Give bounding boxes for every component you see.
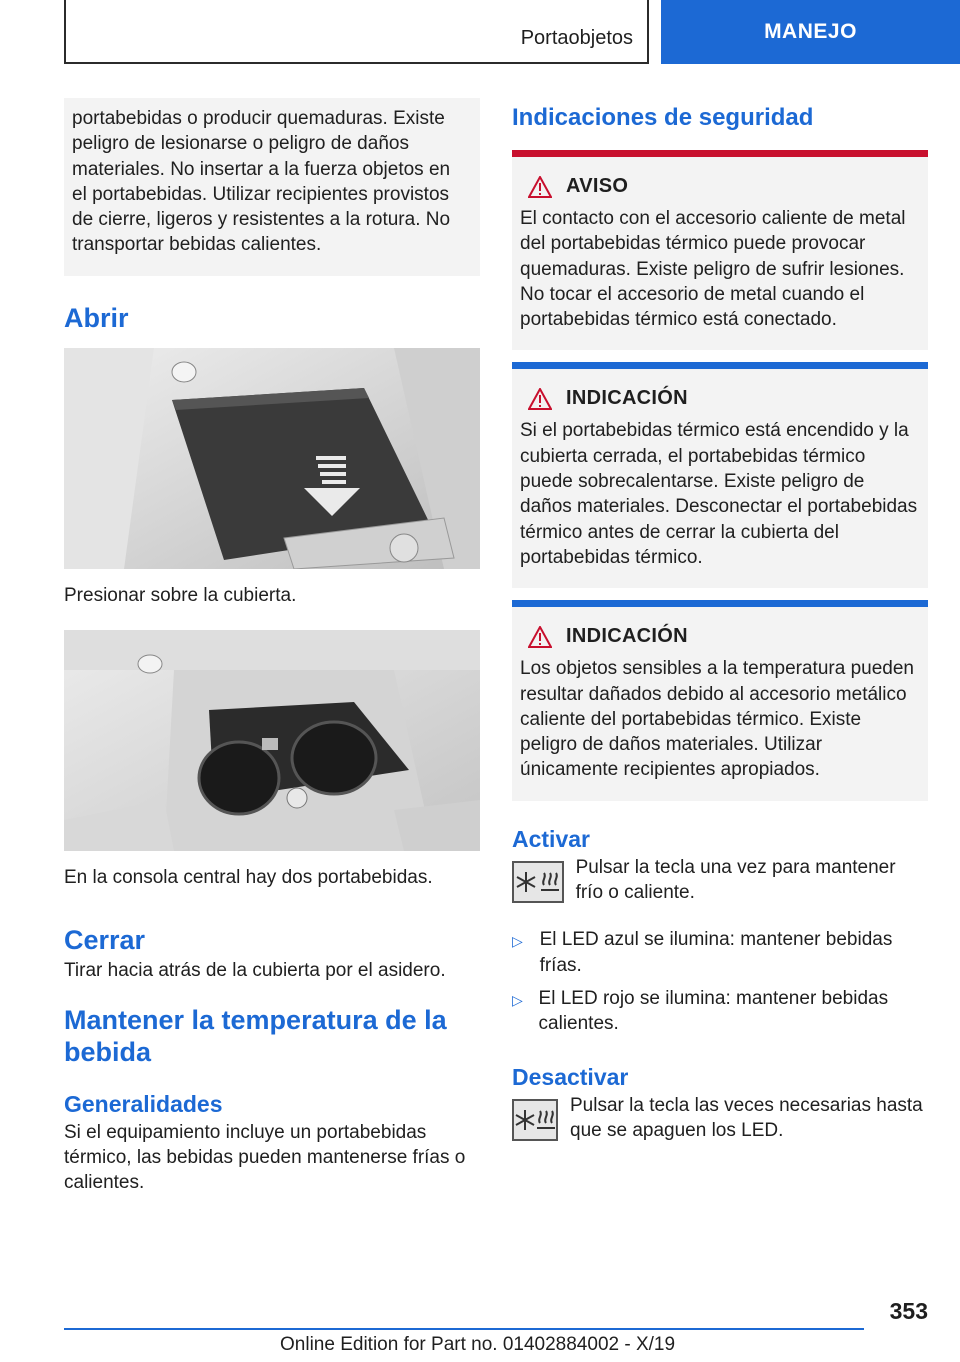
activar-text: Pulsar la tecla una vez para mantener frío o caliente. [575, 856, 896, 904]
warning-text: El contacto con el accesorio caliente de metal del portabebidas térmico puede provocar quemaduras. Existe peligro de sufrir lesiones. No tocar el accesorio de metal cuando el portabebidas térmico está conectado. [520, 208, 906, 331]
desactivar-heading: Desactivar [512, 1063, 629, 1090]
cupholders-illustration [64, 630, 480, 851]
notice-box-2 [512, 600, 928, 800]
continued-warning-text: portabebidas o producir quemaduras. Existe peligro de lesionarse o peligro de daños materiales. No insertar a la fuerza objetos en el portabebidas. Utilizar recipientes provistos de cierre, ligeros y resistentes a la rotura. No transportar bebidas calientes. [72, 108, 451, 256]
warning-triangle-icon [528, 176, 552, 198]
snowflake-icon [514, 1109, 536, 1131]
list-item [512, 927, 928, 978]
mantener-heading: Mantener la temperatura de la bebida [64, 1004, 447, 1067]
warning-title: AVISO [566, 175, 629, 197]
footer-edition: Online Edition for Part no. 01402884002 - X/19 [280, 1334, 676, 1355]
photo-cover-press [64, 348, 480, 569]
notice-text: Los objetos sensibles a la temperatura pueden resultar dañados debido al accesorio metálico caliente del portabebidas térmico. Existe peligro de daños materiales. Utilizar únicamente recipientes apropiados. [520, 658, 914, 781]
footer-divider [64, 1328, 864, 1330]
section-title: Portaobjetos [520, 27, 633, 49]
snowflake-icon [515, 871, 537, 893]
header-section-box [64, 0, 649, 64]
chapter-tab[interactable]: MANEJO [661, 0, 960, 64]
cerrar-text: Tirar hacia atrás de la cubierta por el asidero. [64, 960, 446, 982]
cerrar-heading: Cerrar [64, 925, 146, 956]
left-column [64, 98, 480, 1196]
generalidades-heading: Generalidades [64, 1090, 223, 1117]
list-item-text: El LED rojo se ilumina: mantener bebidas calientes. [538, 987, 889, 1035]
caption-cupholders: En la consola central hay dos portabebidas. [64, 867, 433, 889]
list-item [512, 986, 928, 1037]
safety-heading: Indicaciones de seguridad [512, 104, 814, 131]
thermo-cupholder-key-icon [512, 1099, 558, 1141]
notice-title: INDICACIÓN [566, 625, 688, 648]
generalidades-text: Si el equipamiento incluye un portabebidas térmico, las bebidas pueden mantenerse frías o calientes. [64, 1121, 466, 1194]
caption-press-cover: Presionar sobre la cubierta. [64, 584, 297, 606]
list-item-text: El LED azul se ilumina: mantener bebidas frías. [539, 929, 893, 976]
activar-row [512, 855, 928, 906]
heat-waves-icon [536, 1109, 556, 1131]
thermo-cupholder-key-icon [512, 861, 564, 903]
warning-box-aviso [512, 150, 928, 350]
notice-text: Si el portabebidas térmico está encendido y la cubierta cerrada, el portabebidas térmico puede sobrecalentarse. Existe peligro de daños materiales. Desconectar el portabebidas térmico antes de cerrar la cubierta del portabebidas térmico. [520, 420, 918, 568]
heat-waves-icon [540, 871, 560, 893]
desactivar-row [512, 1093, 928, 1144]
activar-heading: Activar [512, 825, 590, 852]
notice-triangle-icon [528, 626, 552, 648]
page-number: 353 [889, 1298, 928, 1324]
notice-box-1 [512, 362, 928, 588]
right-column [512, 98, 928, 1143]
desactivar-text: Pulsar la tecla las veces necesarias hasta que se apaguen los LED. [570, 1094, 923, 1141]
console-cover-illustration [64, 348, 480, 569]
photo-cupholders [64, 630, 480, 851]
led-list [512, 927, 928, 1036]
bullet-triangle-icon: ▷ [512, 991, 523, 1008]
continued-warning-box [64, 98, 480, 276]
notice-triangle-icon [528, 388, 552, 410]
bullet-triangle-icon: ▷ [512, 933, 523, 950]
abrir-heading: Abrir [64, 302, 129, 333]
notice-title: INDICACIÓN [566, 387, 688, 410]
